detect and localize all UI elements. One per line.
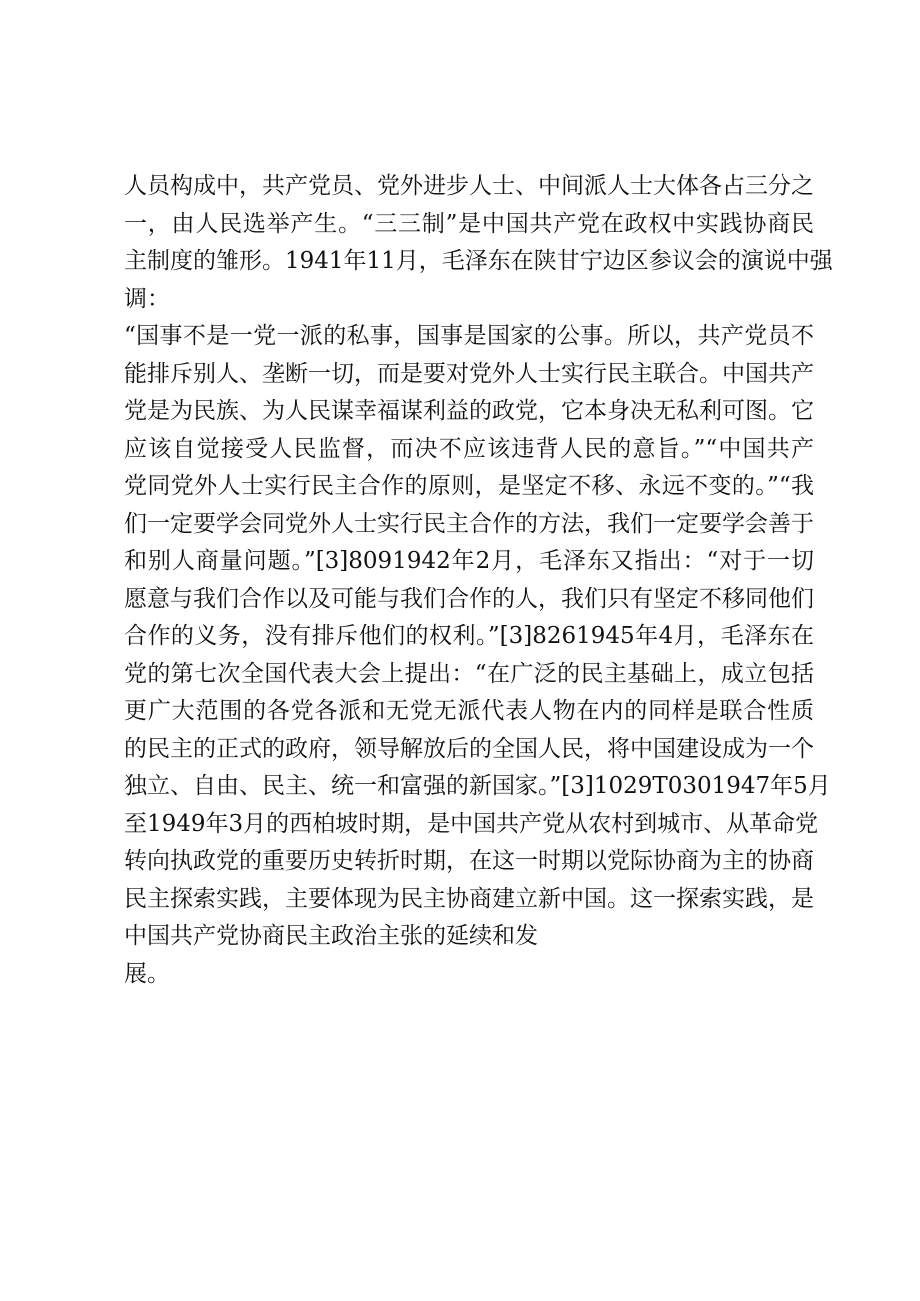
text-line: 调： [124,285,170,312]
text-line: 人员构成中，共产党员、党外进步人士、中间派人士大体各占三分之 [124,173,814,199]
text-line: 应该自觉接受人民监督，而决不应该违背人民的意旨。”“中国共产 [124,435,814,462]
text-line: 独立、自由、民主、统一和富强的新国家。”[3]1029T0301947年5月 [124,773,831,799]
text-line: 党同党外人士实行民主合作的原则，是坚定不移、永远不变的。”“我 [124,473,814,499]
text-line: 展。 [124,960,170,987]
text-line: 转向执政党的重要历史转折时期，在这一时期以党际协商为主的协商 [124,848,814,874]
text-line: 党是为民族、为人民谋幸福谋利益的政党，它本身决无私利可图。它 [124,398,814,424]
text-line: 的民主的正式的政府，领导解放后的全国人民，将中国建设成为一个 [124,735,814,762]
text-line: 能排斥别人、垄断一切，而是要对党外人士实行民主联合。中国共产 [124,360,814,387]
text-line: 和别人商量问题。”[3]8091942年2月，毛泽东又指出：“对于一切 [124,548,814,574]
text-line: 更广大范围的各党各派和无党无派代表人物在内的同样是联合性质 [124,698,814,724]
text-line: 愿意与我们合作以及可能与我们合作的人，我们只有坚定不移同他们 [124,585,814,612]
text-line: 中国共产党协商民主政治主张的延续和发 [124,923,538,949]
body-text [124,168,833,993]
text-line: 一，由人民选举产生。“三三制”是中国共产党在政权中实践协商民 [124,210,814,237]
text-line: 民主探索实践，主要体现为民主协商建立新中国。这一探索实践，是 [124,885,814,912]
text-line: “国事不是一党一派的私事，国事是国家的公事。所以，共产党员不 [124,323,814,349]
text-line: 们一定要学会同党外人士实行民主合作的方法，我们一定要学会善于 [124,510,814,537]
text-line: 至1949年3月的西柏坡时期，是中国共产党从农村到城市、从革命党 [124,810,819,837]
text-line: 党的第七次全国代表大会上提出：“在广泛的民主基础上，成立包括 [124,660,814,687]
text-line: 合作的义务，没有排斥他们的权利。”[3]8261945年4月，毛泽东在 [124,623,814,649]
text-line: 主制度的雏形。1941年11月，毛泽东在陕甘宁边区参议会的演说中强 [124,248,833,274]
